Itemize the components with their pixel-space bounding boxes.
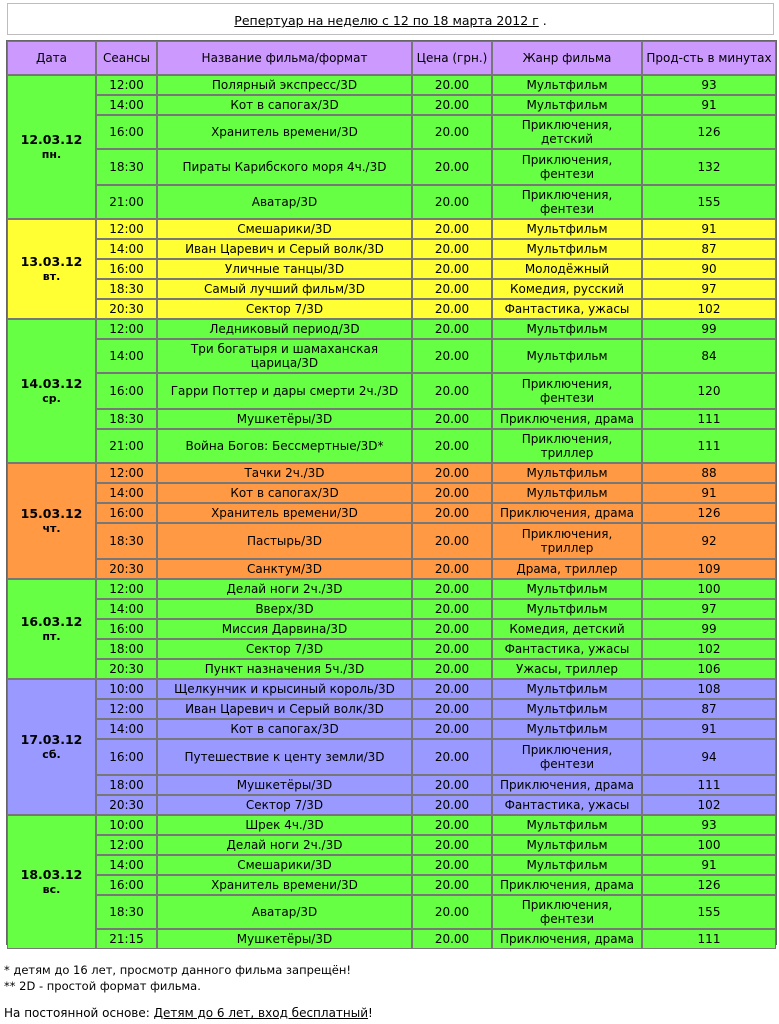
- price: 20.00: [412, 95, 492, 115]
- film-title: Путешествие к центу земли/3D: [157, 739, 412, 775]
- genre: Комедия, детский: [492, 619, 642, 639]
- day-date: 18.03.12: [20, 867, 83, 882]
- session-time: 18:30: [96, 279, 157, 299]
- session-time: 10:00: [96, 679, 157, 699]
- price: 20.00: [412, 373, 492, 409]
- genre: Мультфильм: [492, 699, 642, 719]
- duration: 88: [642, 463, 776, 483]
- genre: Приключения, драма: [492, 875, 642, 895]
- genre: Приключения, драма: [492, 775, 642, 795]
- day-date: 16.03.12: [20, 614, 83, 629]
- genre: Мультфильм: [492, 855, 642, 875]
- duration: 120: [642, 373, 776, 409]
- session-time: 12:00: [96, 463, 157, 483]
- film-title: Шрек 4ч./3D: [157, 815, 412, 835]
- film-title: Кот в сапогах/3D: [157, 483, 412, 503]
- price: 20.00: [412, 795, 492, 815]
- day-of-week: ср.: [42, 392, 61, 405]
- day-cell: [7, 579, 96, 679]
- price: 20.00: [412, 503, 492, 523]
- day-of-week: пт.: [42, 630, 61, 643]
- film-title: Делай ноги 2ч./3D: [157, 579, 412, 599]
- duration: 91: [642, 95, 776, 115]
- duration: 126: [642, 115, 776, 149]
- duration: 102: [642, 795, 776, 815]
- session-time: 16:00: [96, 259, 157, 279]
- price: 20.00: [412, 219, 492, 239]
- day-cell: [7, 679, 96, 815]
- session-time: 20:30: [96, 795, 157, 815]
- session-time: 20:30: [96, 299, 157, 319]
- session-time: 12:00: [96, 699, 157, 719]
- genre: Мультфильм: [492, 219, 642, 239]
- film-title: Аватар/3D: [157, 185, 412, 219]
- genre: Мультфильм: [492, 95, 642, 115]
- header-price: Цена (грн.): [412, 41, 492, 75]
- day-cell: [7, 75, 96, 219]
- session-time: 14:00: [96, 239, 157, 259]
- session-time: 14:00: [96, 719, 157, 739]
- film-title: Пункт назначения 5ч./3D: [157, 659, 412, 679]
- film-title: Гарри Поттер и дары смерти 2ч./3D: [157, 373, 412, 409]
- session-time: 18:30: [96, 523, 157, 559]
- session-time: 16:00: [96, 115, 157, 149]
- price: 20.00: [412, 429, 492, 463]
- film-title: Аватар/3D: [157, 895, 412, 929]
- film-title: Вверх/3D: [157, 599, 412, 619]
- genre: Мультфильм: [492, 75, 642, 95]
- price: 20.00: [412, 619, 492, 639]
- day-of-week: пн.: [41, 148, 62, 161]
- film-title: Кот в сапогах/3D: [157, 719, 412, 739]
- session-time: 18:00: [96, 639, 157, 659]
- day-date: 13.03.12: [20, 254, 83, 269]
- duration: 97: [642, 599, 776, 619]
- genre: Приключения, драма: [492, 929, 642, 949]
- genre: Приключения, драма: [492, 503, 642, 523]
- session-time: 12:00: [96, 219, 157, 239]
- header-sessions: Сеансы: [96, 41, 157, 75]
- day-of-week: вт.: [42, 270, 61, 283]
- price: 20.00: [412, 75, 492, 95]
- genre: Приключения, фентези: [492, 149, 642, 185]
- permanent-label: На постоянной основе:: [4, 1006, 150, 1020]
- genre: Мультфильм: [492, 339, 642, 373]
- price: 20.00: [412, 739, 492, 775]
- film-title: Хранитель времени/3D: [157, 115, 412, 149]
- film-title: Кот в сапогах/3D: [157, 95, 412, 115]
- duration: 99: [642, 319, 776, 339]
- session-time: 16:00: [96, 739, 157, 775]
- note-2d-format: ** 2D - простой формат фильма.: [4, 979, 201, 993]
- session-time: 21:00: [96, 429, 157, 463]
- genre: Приключения, фентези: [492, 373, 642, 409]
- day-cell: [7, 463, 96, 579]
- permanent-end: !: [368, 1006, 373, 1020]
- price: 20.00: [412, 699, 492, 719]
- price: 20.00: [412, 463, 492, 483]
- duration: 155: [642, 895, 776, 929]
- price: 20.00: [412, 875, 492, 895]
- day-date: 17.03.12: [20, 732, 83, 747]
- day-of-week: вс.: [42, 883, 61, 896]
- note-age-restriction: * детям до 16 лет, просмотр данного фильма запрещён!: [4, 963, 351, 977]
- film-title: Хранитель времени/3D: [157, 503, 412, 523]
- session-time: 16:00: [96, 619, 157, 639]
- session-time: 14:00: [96, 483, 157, 503]
- duration: 111: [642, 409, 776, 429]
- film-title: Самый лучший фильм/3D: [157, 279, 412, 299]
- session-time: 18:30: [96, 409, 157, 429]
- duration: 100: [642, 579, 776, 599]
- film-title: Сектор 7/3D: [157, 639, 412, 659]
- price: 20.00: [412, 855, 492, 875]
- price: 20.00: [412, 559, 492, 579]
- price: 20.00: [412, 299, 492, 319]
- duration: 126: [642, 875, 776, 895]
- price: 20.00: [412, 929, 492, 949]
- duration: 87: [642, 239, 776, 259]
- genre: Мультфильм: [492, 239, 642, 259]
- session-time: 18:30: [96, 895, 157, 929]
- header-film: Название фильма/формат: [157, 41, 412, 75]
- film-title: Смешарики/3D: [157, 219, 412, 239]
- session-time: 20:30: [96, 659, 157, 679]
- footer-notes: [4, 962, 351, 994]
- price: 20.00: [412, 835, 492, 855]
- film-title: Мушкетёры/3D: [157, 409, 412, 429]
- day-cell: [7, 815, 96, 949]
- genre: Приключения, триллер: [492, 429, 642, 463]
- genre: Ужасы, триллер: [492, 659, 642, 679]
- price: 20.00: [412, 115, 492, 149]
- session-time: 12:00: [96, 319, 157, 339]
- genre: Мультфильм: [492, 599, 642, 619]
- session-time: 14:00: [96, 855, 157, 875]
- genre: Фантастика, ужасы: [492, 795, 642, 815]
- film-title: Хранитель времени/3D: [157, 875, 412, 895]
- duration: 93: [642, 75, 776, 95]
- session-time: 21:15: [96, 929, 157, 949]
- film-title: Сектор 7/3D: [157, 299, 412, 319]
- duration: 91: [642, 719, 776, 739]
- price: 20.00: [412, 895, 492, 929]
- header-genre: Жанр фильма: [492, 41, 642, 75]
- session-time: 14:00: [96, 599, 157, 619]
- genre: Мультфильм: [492, 719, 642, 739]
- film-title: Ледниковый период/3D: [157, 319, 412, 339]
- day-date: 12.03.12: [20, 132, 83, 147]
- film-title: Три богатыря и шамаханская царица/3D: [157, 339, 412, 373]
- film-title: Санктум/3D: [157, 559, 412, 579]
- duration: 91: [642, 219, 776, 239]
- film-title: Война Богов: Бессмертные/3D*: [157, 429, 412, 463]
- session-time: 12:00: [96, 579, 157, 599]
- price: 20.00: [412, 185, 492, 219]
- film-title: Смешарики/3D: [157, 855, 412, 875]
- duration: 111: [642, 775, 776, 795]
- duration: 108: [642, 679, 776, 699]
- session-time: 14:00: [96, 339, 157, 373]
- film-title: Уличные танцы/3D: [157, 259, 412, 279]
- schedule-table: [6, 40, 777, 945]
- day-date: 14.03.12: [20, 376, 83, 391]
- free-entry-link[interactable]: Детям до 6 лет, вход бесплатный: [153, 1006, 369, 1020]
- genre: Мультфильм: [492, 835, 642, 855]
- film-title: Щелкунчик и крысиный король/3D: [157, 679, 412, 699]
- duration: 99: [642, 619, 776, 639]
- genre: Приключения, фентези: [492, 185, 642, 219]
- session-time: 18:00: [96, 775, 157, 795]
- genre: Мультфильм: [492, 815, 642, 835]
- genre: Драма, триллер: [492, 559, 642, 579]
- genre: Приключения, драма: [492, 409, 642, 429]
- genre: Мультфильм: [492, 463, 642, 483]
- duration: 97: [642, 279, 776, 299]
- film-title: Иван Царевич и Серый волк/3D: [157, 239, 412, 259]
- session-time: 18:30: [96, 149, 157, 185]
- duration: 93: [642, 815, 776, 835]
- day-cell: [7, 219, 96, 319]
- duration: 132: [642, 149, 776, 185]
- session-time: 12:00: [96, 75, 157, 95]
- film-title: Мушкетёры/3D: [157, 775, 412, 795]
- price: 20.00: [412, 319, 492, 339]
- title-box: [7, 3, 774, 35]
- duration: 91: [642, 483, 776, 503]
- duration: 102: [642, 639, 776, 659]
- genre: Приключения, фентези: [492, 739, 642, 775]
- price: 20.00: [412, 149, 492, 185]
- duration: 100: [642, 835, 776, 855]
- film-title: Пастырь/3D: [157, 523, 412, 559]
- duration: 111: [642, 929, 776, 949]
- session-time: 12:00: [96, 835, 157, 855]
- duration: 106: [642, 659, 776, 679]
- duration: 84: [642, 339, 776, 373]
- genre: Приключения, фентези: [492, 895, 642, 929]
- price: 20.00: [412, 579, 492, 599]
- day-of-week: чт.: [42, 522, 61, 535]
- film-title: Сектор 7/3D: [157, 795, 412, 815]
- session-time: 16:00: [96, 373, 157, 409]
- price: 20.00: [412, 483, 492, 503]
- film-title: Делай ноги 2ч./3D: [157, 835, 412, 855]
- price: 20.00: [412, 599, 492, 619]
- header-duration: Прод-сть в минутах: [642, 41, 776, 75]
- genre: Фантастика, ужасы: [492, 299, 642, 319]
- genre: Мультфильм: [492, 679, 642, 699]
- price: 20.00: [412, 659, 492, 679]
- price: 20.00: [412, 775, 492, 795]
- page-title: Репертуар на неделю с 12 по 18 марта 2012 г .: [234, 13, 547, 28]
- price: 20.00: [412, 719, 492, 739]
- price: 20.00: [412, 339, 492, 373]
- price: 20.00: [412, 239, 492, 259]
- price: 20.00: [412, 409, 492, 429]
- genre: Фантастика, ужасы: [492, 639, 642, 659]
- session-time: 20:30: [96, 559, 157, 579]
- footer-permanent: [4, 1006, 373, 1020]
- price: 20.00: [412, 639, 492, 659]
- genre: Мультфильм: [492, 579, 642, 599]
- genre: Приключения, триллер: [492, 523, 642, 559]
- film-title: Полярный экспресс/3D: [157, 75, 412, 95]
- film-title: Тачки 2ч./3D: [157, 463, 412, 483]
- session-time: 14:00: [96, 95, 157, 115]
- session-time: 10:00: [96, 815, 157, 835]
- film-title: Пираты Карибского моря 4ч./3D: [157, 149, 412, 185]
- film-title: Мушкетёры/3D: [157, 929, 412, 949]
- price: 20.00: [412, 279, 492, 299]
- duration: 91: [642, 855, 776, 875]
- duration: 126: [642, 503, 776, 523]
- price: 20.00: [412, 523, 492, 559]
- duration: 109: [642, 559, 776, 579]
- duration: 87: [642, 699, 776, 719]
- duration: 94: [642, 739, 776, 775]
- price: 20.00: [412, 815, 492, 835]
- film-title: Миссия Дарвина/3D: [157, 619, 412, 639]
- session-time: 16:00: [96, 875, 157, 895]
- duration: 111: [642, 429, 776, 463]
- duration: 102: [642, 299, 776, 319]
- genre: Мультфильм: [492, 319, 642, 339]
- price: 20.00: [412, 259, 492, 279]
- genre: Комедия, русский: [492, 279, 642, 299]
- film-title: Иван Царевич и Серый волк/3D: [157, 699, 412, 719]
- price: 20.00: [412, 679, 492, 699]
- session-time: 21:00: [96, 185, 157, 219]
- session-time: 16:00: [96, 503, 157, 523]
- genre: Мультфильм: [492, 483, 642, 503]
- genre: Молодёжный: [492, 259, 642, 279]
- duration: 155: [642, 185, 776, 219]
- day-cell: [7, 319, 96, 463]
- genre: Приключения, детский: [492, 115, 642, 149]
- duration: 92: [642, 523, 776, 559]
- duration: 90: [642, 259, 776, 279]
- day-of-week: сб.: [42, 748, 61, 761]
- header-date: Дата: [7, 41, 96, 75]
- day-date: 15.03.12: [20, 506, 83, 521]
